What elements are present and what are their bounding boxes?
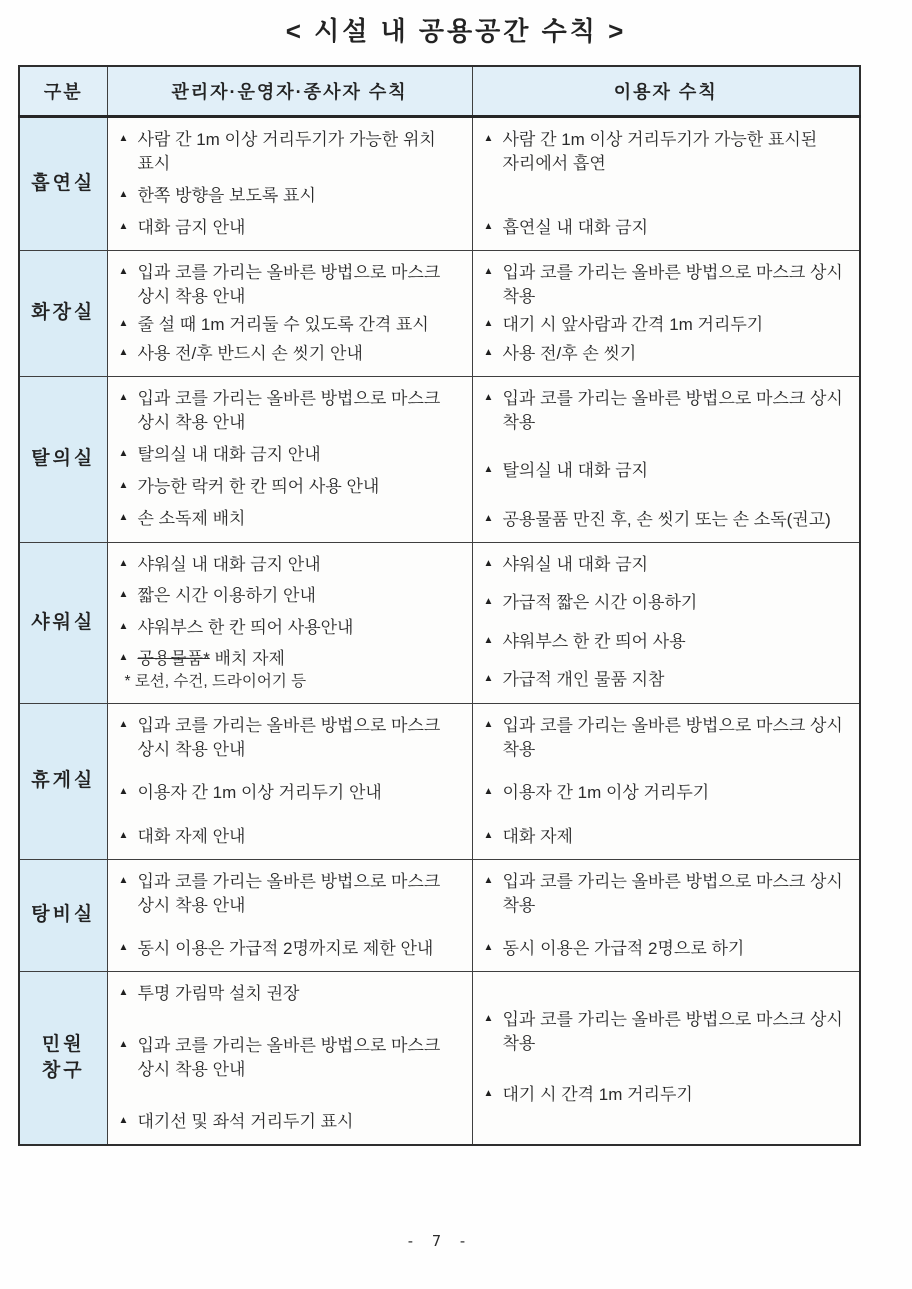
bullet-triangle-icon: ▲ xyxy=(118,941,129,953)
table-row xyxy=(19,971,860,1145)
rule-item xyxy=(479,630,856,654)
rule-text: 공용물품 만진 후, 손 씻기 또는 손 소독(권고) xyxy=(502,509,831,529)
category-cell xyxy=(19,859,107,971)
rule-item xyxy=(114,507,468,531)
rule-item xyxy=(479,714,856,762)
rule-item xyxy=(114,128,468,176)
bullet-triangle-icon: ▲ xyxy=(118,265,129,277)
bullet-triangle-icon: ▲ xyxy=(118,480,129,492)
bullet-triangle-icon: ▲ xyxy=(118,346,129,358)
rule-list xyxy=(479,982,856,1134)
rule-text: 탈의실 내 대화 금지 안내 xyxy=(137,444,321,464)
manager-cell xyxy=(107,542,472,703)
rule-list xyxy=(114,982,468,1134)
rule-text: 대기선 및 좌석 거리두기 표시 xyxy=(137,1111,354,1131)
rule-item xyxy=(114,387,468,435)
bullet-triangle-icon: ▲ xyxy=(483,391,494,403)
bullet-triangle-icon: ▲ xyxy=(118,188,129,200)
category-cell xyxy=(19,542,107,703)
rule-text: 탈의실 내 대화 금지 xyxy=(502,461,649,480)
rule-list xyxy=(114,870,468,961)
rule-item xyxy=(114,870,468,918)
rule-list xyxy=(114,714,468,849)
rule-item xyxy=(114,584,468,608)
bullet-triangle-icon: ▲ xyxy=(483,265,494,277)
rule-item xyxy=(114,184,468,208)
table-row xyxy=(19,250,860,376)
bullet-triangle-icon: ▲ xyxy=(483,464,494,475)
rule-text: 투명 가림막 설치 권장 xyxy=(137,983,300,1003)
rules-table xyxy=(18,65,861,1146)
rule-text: 입과 코를 가리는 올바른 방법으로 마스크 상시 착용 안내 xyxy=(137,262,441,306)
strike-text: 공용물품* xyxy=(137,649,210,669)
rule-list xyxy=(114,128,468,240)
bullet-triangle-icon: ▲ xyxy=(118,1038,129,1050)
rule-item xyxy=(479,387,856,435)
rule-text: 대기 시 간격 1m 거리두기 xyxy=(502,1084,693,1104)
header-user-rules: 이용자 수칙 xyxy=(472,66,860,116)
category-cell xyxy=(19,116,107,250)
bullet-triangle-icon: ▲ xyxy=(118,318,129,329)
user-cell xyxy=(472,971,860,1145)
rule-text: 동시 이용은 가급적 2명으로 하기 xyxy=(502,938,745,958)
rule-text: 대화 자제 안내 xyxy=(137,826,246,846)
rule-text: 입과 코를 가리는 올바른 방법으로 마스크 상시 착용 xyxy=(502,388,843,432)
rule-item xyxy=(114,216,468,240)
rule-item xyxy=(114,982,468,1006)
table-row xyxy=(19,542,860,703)
rule-item xyxy=(479,781,856,805)
category-label: 샤워실 xyxy=(31,611,96,633)
bullet-triangle-icon: ▲ xyxy=(483,346,494,358)
rule-text: 사용 전/후 손 씻기 xyxy=(502,343,637,363)
rule-item xyxy=(114,781,468,805)
rule-text: 짧은 시간 이용하기 안내 xyxy=(137,586,316,606)
rule-item xyxy=(114,647,468,692)
rule-item xyxy=(114,937,468,961)
rule-list xyxy=(479,870,856,961)
bullet-triangle-icon: ▲ xyxy=(118,829,129,841)
table-header xyxy=(19,66,860,116)
category-label: 탕비실 xyxy=(31,904,96,925)
rule-text: 대화 자제 xyxy=(502,826,573,846)
rule-item xyxy=(114,553,468,577)
bullet-triangle-icon: ▲ xyxy=(483,132,494,144)
table-body xyxy=(19,116,860,1145)
manager-cell xyxy=(107,250,472,376)
category-label: 창구 xyxy=(41,1059,85,1081)
rule-text: 줄 설 때 1m 거리둘 수 있도록 간격 표시 xyxy=(137,315,429,334)
rule-list xyxy=(114,387,468,532)
rule-text: 입과 코를 가리는 올바른 방법으로 마스크 상시 착용 xyxy=(502,1010,843,1054)
bullet-triangle-icon: ▲ xyxy=(118,986,129,998)
bullet-triangle-icon: ▲ xyxy=(118,132,129,144)
rule-text: 사용 전/후 반드시 손 씻기 안내 xyxy=(137,343,363,363)
user-cell xyxy=(472,376,860,542)
rule-item xyxy=(114,261,468,309)
rule-list xyxy=(479,553,856,693)
rule-text: 샤워부스 한 칸 띄어 사용 xyxy=(502,631,686,651)
rule-text: 한쪽 방향을 보도록 표시 xyxy=(137,185,316,205)
bullet-triangle-icon: ▲ xyxy=(483,1087,494,1099)
rule-text: 공용물품* 배치 자제 * 로션, 수건, 드라이어기 등 xyxy=(138,647,468,692)
bullet-triangle-icon: ▲ xyxy=(118,220,129,232)
header-row xyxy=(19,66,860,116)
bullet-triangle-icon: ▲ xyxy=(118,874,129,886)
bullet-triangle-icon: ▲ xyxy=(118,589,129,601)
bullet-triangle-icon: ▲ xyxy=(483,512,494,524)
rule-text: 이용자 간 1m 이상 거리두기 안내 xyxy=(137,783,382,802)
rule-item xyxy=(479,216,856,240)
bullet-triangle-icon: ▲ xyxy=(483,941,494,953)
user-cell xyxy=(472,703,860,859)
rule-text: 입과 코를 가리는 올바른 방법으로 마스크 상시 착용 안내 xyxy=(137,715,441,759)
bullet-triangle-icon: ▲ xyxy=(483,829,494,841)
manager-cell xyxy=(107,859,472,971)
category-label: 휴게실 xyxy=(31,770,96,791)
page-title: < 시설 내 공용공간 수칙 > xyxy=(285,16,627,46)
table-row xyxy=(19,703,860,859)
rule-text: 입과 코를 가리는 올바른 방법으로 마스크 상시 착용 안내 xyxy=(137,871,441,915)
bullet-triangle-icon: ▲ xyxy=(483,673,494,685)
rule-item xyxy=(479,553,856,577)
rule-text: 이용자 간 1m 이상 거리두기 xyxy=(502,783,710,802)
rule-list xyxy=(114,553,468,693)
rule-item xyxy=(479,128,856,176)
user-cell xyxy=(472,116,860,250)
header-category: 구분 xyxy=(19,66,107,116)
table-row xyxy=(19,116,860,250)
user-cell xyxy=(472,859,860,971)
manager-cell xyxy=(107,376,472,542)
rule-item xyxy=(479,1083,856,1107)
manager-cell xyxy=(107,971,472,1145)
rule-list xyxy=(479,128,856,240)
category-cell xyxy=(19,250,107,376)
category-label: 탈의실 xyxy=(31,448,96,469)
bullet-triangle-icon: ▲ xyxy=(483,718,494,730)
bullet-triangle-icon: ▲ xyxy=(483,596,494,608)
manager-cell xyxy=(107,703,472,859)
bullet-triangle-icon: ▲ xyxy=(483,318,494,329)
bullet-triangle-icon: ▲ xyxy=(483,786,494,797)
bullet-triangle-icon: ▲ xyxy=(118,447,129,459)
header-manager-rules: 관리자·운영자·종사자 수칙 xyxy=(107,66,472,116)
bullet-triangle-icon: ▲ xyxy=(118,620,129,632)
rule-item xyxy=(114,342,468,366)
bullet-triangle-icon: ▲ xyxy=(118,391,129,403)
rule-list xyxy=(114,261,468,366)
rule-text: 입과 코를 가리는 올바른 방법으로 마스크 상시 착용 xyxy=(502,715,843,759)
rule-item xyxy=(114,714,468,762)
bullet-triangle-icon: ▲ xyxy=(118,1114,129,1126)
bullet-triangle-icon: ▲ xyxy=(483,557,494,569)
bullet-triangle-icon: ▲ xyxy=(483,874,494,886)
rule-item xyxy=(114,1034,468,1082)
rule-item xyxy=(479,591,856,615)
rule-item xyxy=(479,508,856,532)
category-label: 흡연실 xyxy=(31,172,96,194)
bullet-triangle-icon: ▲ xyxy=(118,718,129,730)
rule-item xyxy=(479,668,856,692)
rule-item xyxy=(479,937,856,961)
rule-item xyxy=(114,1110,468,1134)
bullet-triangle-icon: ▲ xyxy=(483,1013,494,1025)
bullet-triangle-icon: ▲ xyxy=(483,220,494,232)
rule-text: 입과 코를 가리는 올바른 방법으로 마스크 상시 착용 안내 xyxy=(137,1035,441,1079)
rule-list xyxy=(479,714,856,849)
rule-text: 샤워실 내 대화 금지 안내 xyxy=(137,554,321,574)
category-label: 화장실 xyxy=(31,302,96,323)
category-cell xyxy=(19,971,107,1145)
footnote: * 로션, 수건, 드라이어기 등 xyxy=(124,673,307,691)
rule-text: 대기 시 앞사람과 간격 1m 거리두기 xyxy=(502,315,764,334)
rule-text: 입과 코를 가리는 올바른 방법으로 마스크 상시 착용 xyxy=(502,871,843,915)
rule-text: 손 소독제 배치 xyxy=(137,509,246,529)
rule-text: 입과 코를 가리는 올바른 방법으로 마스크 상시 착용 xyxy=(502,262,843,306)
rule-text: 가급적 개인 물품 지참 xyxy=(502,670,665,690)
rule-item xyxy=(114,443,468,467)
rule-list xyxy=(479,387,856,532)
rule-item xyxy=(479,825,856,849)
category-label: 민원 xyxy=(41,1033,85,1055)
bullet-triangle-icon: ▲ xyxy=(118,652,129,664)
table-row xyxy=(19,376,860,542)
rule-text: 샤워실 내 대화 금지 xyxy=(502,554,649,574)
rule-item xyxy=(479,313,856,337)
rule-item xyxy=(114,475,468,499)
rule-text: 가급적 짧은 시간 이용하기 xyxy=(502,593,698,613)
rule-text: 대화 금지 안내 xyxy=(137,217,246,237)
bullet-triangle-icon: ▲ xyxy=(483,634,494,646)
bullet-triangle-icon: ▲ xyxy=(118,786,129,797)
rule-text: 사람 간 1m 이상 거리두기가 가능한 위치 표시 xyxy=(137,129,436,173)
rule-text: 흡연실 내 대화 금지 xyxy=(502,217,649,237)
rule-item xyxy=(479,261,856,309)
user-cell xyxy=(472,250,860,376)
rule-item xyxy=(479,342,856,366)
rule-text: 사람 간 1m 이상 거리두기가 가능한 표시된 자리에서 흡연 xyxy=(502,129,818,173)
rule-text: 입과 코를 가리는 올바른 방법으로 마스크 상시 착용 안내 xyxy=(137,388,441,432)
manager-cell xyxy=(107,116,472,250)
user-cell xyxy=(472,542,860,703)
category-cell xyxy=(19,376,107,542)
category-cell xyxy=(19,703,107,859)
bullet-triangle-icon: ▲ xyxy=(118,512,129,524)
rule-item xyxy=(114,616,468,640)
rule-item xyxy=(114,313,468,337)
rule-list xyxy=(479,261,856,366)
rule-text: 가능한 락커 한 칸 띄어 사용 안내 xyxy=(137,477,380,497)
rule-item xyxy=(479,459,856,483)
rule-item xyxy=(114,825,468,849)
table-row xyxy=(19,859,860,971)
page-number: - 7 - xyxy=(405,1232,472,1250)
rule-item xyxy=(479,870,856,918)
rule-text: 동시 이용은 가급적 2명까지로 제한 안내 xyxy=(137,938,434,958)
rule-item xyxy=(479,1008,856,1056)
rule-text: 샤워부스 한 칸 띄어 사용안내 xyxy=(137,617,354,637)
bullet-triangle-icon: ▲ xyxy=(118,557,129,569)
